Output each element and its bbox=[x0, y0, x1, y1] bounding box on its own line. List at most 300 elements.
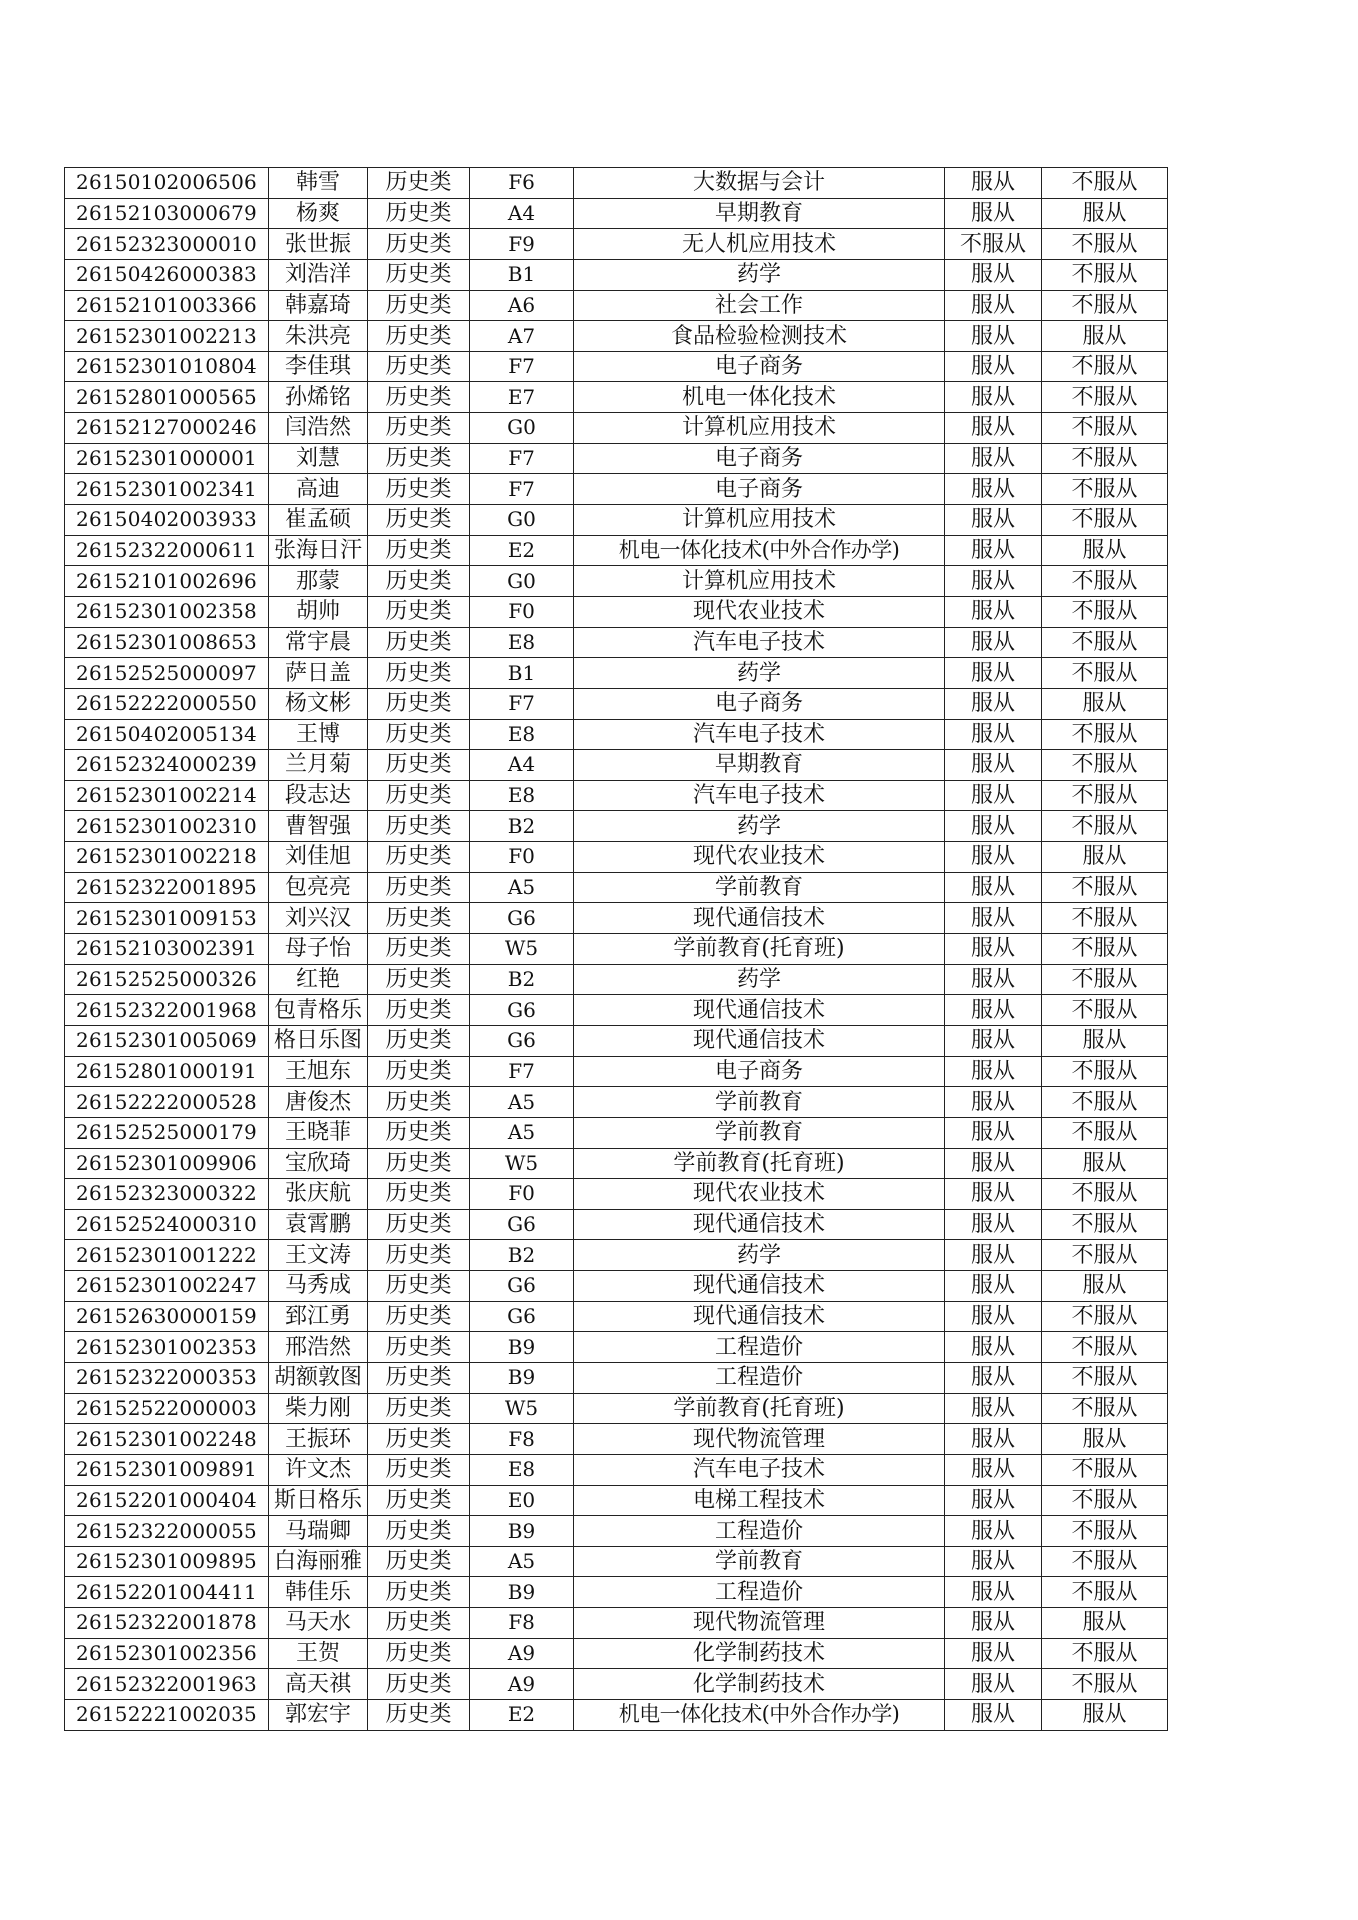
major-name-cell: 学前教育(托育班) bbox=[574, 1148, 945, 1179]
name-cell: 韩佳乐 bbox=[269, 1577, 368, 1608]
obey-school-cell: 不服从 bbox=[1042, 903, 1168, 934]
major-code-cell: B2 bbox=[470, 1240, 574, 1271]
category-cell: 历史类 bbox=[368, 290, 470, 321]
table-row bbox=[65, 566, 1168, 597]
table-row bbox=[65, 750, 1168, 781]
table-row bbox=[65, 229, 1168, 260]
obey-school-cell: 不服从 bbox=[1042, 1485, 1168, 1516]
obey-school-cell: 不服从 bbox=[1042, 750, 1168, 781]
table-row bbox=[65, 1271, 1168, 1302]
obey-school-cell: 不服从 bbox=[1042, 168, 1168, 199]
name-cell: 郭宏宇 bbox=[269, 1700, 368, 1731]
category-cell: 历史类 bbox=[368, 1700, 470, 1731]
category-cell: 历史类 bbox=[368, 443, 470, 474]
category-cell: 历史类 bbox=[368, 964, 470, 995]
exam-number-cell: 26150102006506 bbox=[65, 168, 269, 199]
table-row bbox=[65, 1700, 1168, 1731]
table-row bbox=[65, 1179, 1168, 1210]
name-cell: 母子怡 bbox=[269, 934, 368, 965]
major-name-cell: 现代通信技术 bbox=[574, 1301, 945, 1332]
obey-school-cell: 不服从 bbox=[1042, 413, 1168, 444]
obey-major-cell: 服从 bbox=[945, 1209, 1042, 1240]
obey-major-cell: 服从 bbox=[945, 1393, 1042, 1424]
category-cell: 历史类 bbox=[368, 1577, 470, 1608]
name-cell: 王旭东 bbox=[269, 1056, 368, 1087]
obey-school-cell: 不服从 bbox=[1042, 964, 1168, 995]
obey-school-cell: 不服从 bbox=[1042, 1454, 1168, 1485]
name-cell: 袁霄鹏 bbox=[269, 1209, 368, 1240]
name-cell: 那蒙 bbox=[269, 566, 368, 597]
table-row bbox=[65, 1454, 1168, 1485]
name-cell: 李佳琪 bbox=[269, 351, 368, 382]
table-row bbox=[65, 688, 1168, 719]
obey-school-cell: 不服从 bbox=[1042, 811, 1168, 842]
exam-number-cell: 26152301009906 bbox=[65, 1148, 269, 1179]
obey-major-cell: 服从 bbox=[945, 995, 1042, 1026]
table-row bbox=[65, 1209, 1168, 1240]
category-cell: 历史类 bbox=[368, 719, 470, 750]
name-cell: 胡帅 bbox=[269, 596, 368, 627]
major-name-cell: 现代农业技术 bbox=[574, 842, 945, 873]
table-row bbox=[65, 842, 1168, 873]
exam-number-cell: 26152103000679 bbox=[65, 198, 269, 229]
category-cell: 历史类 bbox=[368, 1179, 470, 1210]
table-row bbox=[65, 535, 1168, 566]
obey-school-cell: 不服从 bbox=[1042, 566, 1168, 597]
name-cell: 张海日汗 bbox=[269, 535, 368, 566]
table-row bbox=[65, 1485, 1168, 1516]
obey-school-cell: 不服从 bbox=[1042, 443, 1168, 474]
major-code-cell: B1 bbox=[470, 259, 574, 290]
exam-number-cell: 26152525000179 bbox=[65, 1117, 269, 1148]
category-cell: 历史类 bbox=[368, 1516, 470, 1547]
major-name-cell: 汽车电子技术 bbox=[574, 1454, 945, 1485]
obey-major-cell: 服从 bbox=[945, 596, 1042, 627]
table-row bbox=[65, 1056, 1168, 1087]
major-code-cell: B1 bbox=[470, 658, 574, 689]
major-name-cell: 电子商务 bbox=[574, 688, 945, 719]
major-code-cell: A9 bbox=[470, 1638, 574, 1669]
table-row bbox=[65, 780, 1168, 811]
category-cell: 历史类 bbox=[368, 903, 470, 934]
obey-major-cell: 服从 bbox=[945, 1056, 1042, 1087]
major-name-cell: 工程造价 bbox=[574, 1332, 945, 1363]
exam-number-cell: 26152127000246 bbox=[65, 413, 269, 444]
name-cell: 段志达 bbox=[269, 780, 368, 811]
obey-major-cell: 服从 bbox=[945, 382, 1042, 413]
name-cell: 萨日盖 bbox=[269, 658, 368, 689]
major-code-cell: F7 bbox=[470, 688, 574, 719]
name-cell: 许文杰 bbox=[269, 1454, 368, 1485]
major-code-cell: A4 bbox=[470, 750, 574, 781]
obey-school-cell: 服从 bbox=[1042, 535, 1168, 566]
category-cell: 历史类 bbox=[368, 658, 470, 689]
table-row bbox=[65, 1117, 1168, 1148]
major-code-cell: G0 bbox=[470, 505, 574, 536]
exam-number-cell: 26152301002310 bbox=[65, 811, 269, 842]
obey-school-cell: 不服从 bbox=[1042, 1179, 1168, 1210]
obey-major-cell: 服从 bbox=[945, 1117, 1042, 1148]
name-cell: 斯日格乐 bbox=[269, 1485, 368, 1516]
admission-table bbox=[64, 167, 1168, 1731]
major-name-cell: 药学 bbox=[574, 964, 945, 995]
major-name-cell: 机电一体化技术 bbox=[574, 382, 945, 413]
category-cell: 历史类 bbox=[368, 1485, 470, 1516]
major-code-cell: E8 bbox=[470, 780, 574, 811]
major-name-cell: 社会工作 bbox=[574, 290, 945, 321]
major-name-cell: 学前教育(托育班) bbox=[574, 1393, 945, 1424]
major-name-cell: 计算机应用技术 bbox=[574, 566, 945, 597]
name-cell: 高天祺 bbox=[269, 1669, 368, 1700]
category-cell: 历史类 bbox=[368, 1362, 470, 1393]
major-code-cell: A5 bbox=[470, 1087, 574, 1118]
name-cell: 马瑞卿 bbox=[269, 1516, 368, 1547]
major-name-cell: 学前教育 bbox=[574, 872, 945, 903]
obey-major-cell: 服从 bbox=[945, 627, 1042, 658]
category-cell: 历史类 bbox=[368, 566, 470, 597]
major-name-cell: 工程造价 bbox=[574, 1362, 945, 1393]
major-code-cell: F7 bbox=[470, 474, 574, 505]
obey-school-cell: 不服从 bbox=[1042, 596, 1168, 627]
name-cell: 王晓菲 bbox=[269, 1117, 368, 1148]
exam-number-cell: 26152322001878 bbox=[65, 1608, 269, 1639]
exam-number-cell: 26152301002356 bbox=[65, 1638, 269, 1669]
exam-number-cell: 26152301009895 bbox=[65, 1546, 269, 1577]
obey-major-cell: 服从 bbox=[945, 198, 1042, 229]
major-code-cell: G0 bbox=[470, 413, 574, 444]
category-cell: 历史类 bbox=[368, 1332, 470, 1363]
exam-number-cell: 26152323000010 bbox=[65, 229, 269, 260]
obey-major-cell: 服从 bbox=[945, 1608, 1042, 1639]
obey-major-cell: 服从 bbox=[945, 1087, 1042, 1118]
obey-school-cell: 不服从 bbox=[1042, 780, 1168, 811]
major-name-cell: 电子商务 bbox=[574, 1056, 945, 1087]
exam-number-cell: 26152301002248 bbox=[65, 1424, 269, 1455]
table-row bbox=[65, 1362, 1168, 1393]
name-cell: 刘兴汉 bbox=[269, 903, 368, 934]
major-name-cell: 药学 bbox=[574, 658, 945, 689]
category-cell: 历史类 bbox=[368, 413, 470, 444]
category-cell: 历史类 bbox=[368, 1669, 470, 1700]
name-cell: 常宇晨 bbox=[269, 627, 368, 658]
category-cell: 历史类 bbox=[368, 811, 470, 842]
obey-school-cell: 不服从 bbox=[1042, 1546, 1168, 1577]
obey-major-cell: 服从 bbox=[945, 1240, 1042, 1271]
name-cell: 曹智强 bbox=[269, 811, 368, 842]
major-code-cell: F0 bbox=[470, 842, 574, 873]
name-cell: 刘慧 bbox=[269, 443, 368, 474]
major-name-cell: 汽车电子技术 bbox=[574, 627, 945, 658]
obey-school-cell: 不服从 bbox=[1042, 995, 1168, 1026]
category-cell: 历史类 bbox=[368, 1454, 470, 1485]
exam-number-cell: 26152322001968 bbox=[65, 995, 269, 1026]
obey-major-cell: 服从 bbox=[945, 1485, 1042, 1516]
major-name-cell: 学前教育 bbox=[574, 1087, 945, 1118]
major-code-cell: F7 bbox=[470, 351, 574, 382]
name-cell: 红艳 bbox=[269, 964, 368, 995]
major-name-cell: 学前教育 bbox=[574, 1117, 945, 1148]
major-name-cell: 汽车电子技术 bbox=[574, 719, 945, 750]
table-row bbox=[65, 259, 1168, 290]
name-cell: 杨爽 bbox=[269, 198, 368, 229]
category-cell: 历史类 bbox=[368, 1424, 470, 1455]
category-cell: 历史类 bbox=[368, 1546, 470, 1577]
exam-number-cell: 26152201004411 bbox=[65, 1577, 269, 1608]
major-code-cell: B9 bbox=[470, 1577, 574, 1608]
exam-number-cell: 26150402005134 bbox=[65, 719, 269, 750]
table-row bbox=[65, 351, 1168, 382]
exam-number-cell: 26152301002341 bbox=[65, 474, 269, 505]
major-code-cell: W5 bbox=[470, 1148, 574, 1179]
obey-school-cell: 不服从 bbox=[1042, 1240, 1168, 1271]
category-cell: 历史类 bbox=[368, 474, 470, 505]
exam-number-cell: 26152322000353 bbox=[65, 1362, 269, 1393]
category-cell: 历史类 bbox=[368, 1056, 470, 1087]
exam-number-cell: 26152222000528 bbox=[65, 1087, 269, 1118]
category-cell: 历史类 bbox=[368, 934, 470, 965]
obey-school-cell: 不服从 bbox=[1042, 1669, 1168, 1700]
major-code-cell: E0 bbox=[470, 1485, 574, 1516]
exam-number-cell: 26152322000611 bbox=[65, 535, 269, 566]
name-cell: 胡额敦图 bbox=[269, 1362, 368, 1393]
table-row bbox=[65, 1087, 1168, 1118]
category-cell: 历史类 bbox=[368, 321, 470, 352]
name-cell: 宝欣琦 bbox=[269, 1148, 368, 1179]
table-row bbox=[65, 1301, 1168, 1332]
obey-school-cell: 不服从 bbox=[1042, 382, 1168, 413]
category-cell: 历史类 bbox=[368, 229, 470, 260]
major-code-cell: A9 bbox=[470, 1669, 574, 1700]
table-row bbox=[65, 964, 1168, 995]
table-row bbox=[65, 321, 1168, 352]
obey-school-cell: 不服从 bbox=[1042, 719, 1168, 750]
major-name-cell: 药学 bbox=[574, 1240, 945, 1271]
table-row bbox=[65, 1148, 1168, 1179]
obey-school-cell: 不服从 bbox=[1042, 1577, 1168, 1608]
major-code-cell: E2 bbox=[470, 1700, 574, 1731]
name-cell: 韩嘉琦 bbox=[269, 290, 368, 321]
name-cell: 高迪 bbox=[269, 474, 368, 505]
exam-number-cell: 26152525000097 bbox=[65, 658, 269, 689]
table-row bbox=[65, 505, 1168, 536]
exam-number-cell: 26152221002035 bbox=[65, 1700, 269, 1731]
category-cell: 历史类 bbox=[368, 1025, 470, 1056]
major-code-cell: A7 bbox=[470, 321, 574, 352]
name-cell: 邢浩然 bbox=[269, 1332, 368, 1363]
major-code-cell: G6 bbox=[470, 1025, 574, 1056]
category-cell: 历史类 bbox=[368, 1117, 470, 1148]
table-row bbox=[65, 811, 1168, 842]
obey-school-cell: 不服从 bbox=[1042, 1209, 1168, 1240]
obey-school-cell: 不服从 bbox=[1042, 934, 1168, 965]
obey-school-cell: 服从 bbox=[1042, 1424, 1168, 1455]
name-cell: 朱洪亮 bbox=[269, 321, 368, 352]
major-name-cell: 药学 bbox=[574, 259, 945, 290]
major-code-cell: F8 bbox=[470, 1424, 574, 1455]
name-cell: 柴力刚 bbox=[269, 1393, 368, 1424]
exam-number-cell: 26152301002213 bbox=[65, 321, 269, 352]
major-code-cell: W5 bbox=[470, 1393, 574, 1424]
table-row bbox=[65, 934, 1168, 965]
major-code-cell: B9 bbox=[470, 1516, 574, 1547]
obey-major-cell: 服从 bbox=[945, 1700, 1042, 1731]
obey-school-cell: 服从 bbox=[1042, 321, 1168, 352]
table-row bbox=[65, 1424, 1168, 1455]
obey-school-cell: 服从 bbox=[1042, 842, 1168, 873]
major-code-cell: G6 bbox=[470, 1271, 574, 1302]
obey-major-cell: 服从 bbox=[945, 1332, 1042, 1363]
name-cell: 格日乐图 bbox=[269, 1025, 368, 1056]
exam-number-cell: 26152301000001 bbox=[65, 443, 269, 474]
obey-school-cell: 不服从 bbox=[1042, 1638, 1168, 1669]
major-name-cell: 电子商务 bbox=[574, 474, 945, 505]
major-name-cell: 汽车电子技术 bbox=[574, 780, 945, 811]
category-cell: 历史类 bbox=[368, 1087, 470, 1118]
major-code-cell: A5 bbox=[470, 872, 574, 903]
exam-number-cell: 26152301002247 bbox=[65, 1271, 269, 1302]
major-name-cell: 工程造价 bbox=[574, 1577, 945, 1608]
name-cell: 郅江勇 bbox=[269, 1301, 368, 1332]
exam-number-cell: 26152522000003 bbox=[65, 1393, 269, 1424]
exam-number-cell: 26152301002214 bbox=[65, 780, 269, 811]
major-code-cell: A4 bbox=[470, 198, 574, 229]
category-cell: 历史类 bbox=[368, 1148, 470, 1179]
exam-number-cell: 26152524000310 bbox=[65, 1209, 269, 1240]
name-cell: 刘浩洋 bbox=[269, 259, 368, 290]
obey-major-cell: 服从 bbox=[945, 872, 1042, 903]
exam-number-cell: 26152301002218 bbox=[65, 842, 269, 873]
obey-major-cell: 服从 bbox=[945, 903, 1042, 934]
obey-major-cell: 不服从 bbox=[945, 229, 1042, 260]
obey-major-cell: 服从 bbox=[945, 168, 1042, 199]
exam-number-cell: 26152322001895 bbox=[65, 872, 269, 903]
category-cell: 历史类 bbox=[368, 750, 470, 781]
table-row bbox=[65, 198, 1168, 229]
category-cell: 历史类 bbox=[368, 1240, 470, 1271]
exam-number-cell: 26150402003933 bbox=[65, 505, 269, 536]
major-name-cell: 现代通信技术 bbox=[574, 1025, 945, 1056]
major-name-cell: 化学制药技术 bbox=[574, 1669, 945, 1700]
exam-number-cell: 26152801000565 bbox=[65, 382, 269, 413]
obey-major-cell: 服从 bbox=[945, 658, 1042, 689]
category-cell: 历史类 bbox=[368, 168, 470, 199]
major-name-cell: 现代通信技术 bbox=[574, 1209, 945, 1240]
major-code-cell: E7 bbox=[470, 382, 574, 413]
table-row bbox=[65, 1240, 1168, 1271]
obey-major-cell: 服从 bbox=[945, 780, 1042, 811]
obey-major-cell: 服从 bbox=[945, 964, 1042, 995]
obey-major-cell: 服从 bbox=[945, 842, 1042, 873]
obey-school-cell: 不服从 bbox=[1042, 259, 1168, 290]
category-cell: 历史类 bbox=[368, 872, 470, 903]
table-row bbox=[65, 903, 1168, 934]
obey-major-cell: 服从 bbox=[945, 1148, 1042, 1179]
obey-school-cell: 不服从 bbox=[1042, 1117, 1168, 1148]
table-body bbox=[65, 168, 1168, 1731]
name-cell: 刘佳旭 bbox=[269, 842, 368, 873]
exam-number-cell: 26150426000383 bbox=[65, 259, 269, 290]
name-cell: 马秀成 bbox=[269, 1271, 368, 1302]
obey-major-cell: 服从 bbox=[945, 321, 1042, 352]
exam-number-cell: 26152201000404 bbox=[65, 1485, 269, 1516]
obey-major-cell: 服从 bbox=[945, 1424, 1042, 1455]
major-name-cell: 现代物流管理 bbox=[574, 1608, 945, 1639]
obey-school-cell: 服从 bbox=[1042, 1148, 1168, 1179]
major-name-cell: 早期教育 bbox=[574, 750, 945, 781]
obey-major-cell: 服从 bbox=[945, 443, 1042, 474]
major-code-cell: B9 bbox=[470, 1362, 574, 1393]
major-name-cell: 大数据与会计 bbox=[574, 168, 945, 199]
category-cell: 历史类 bbox=[368, 1301, 470, 1332]
major-code-cell: A6 bbox=[470, 290, 574, 321]
category-cell: 历史类 bbox=[368, 1271, 470, 1302]
category-cell: 历史类 bbox=[368, 688, 470, 719]
obey-major-cell: 服从 bbox=[945, 290, 1042, 321]
obey-school-cell: 服从 bbox=[1042, 688, 1168, 719]
table-row bbox=[65, 596, 1168, 627]
obey-school-cell: 不服从 bbox=[1042, 229, 1168, 260]
table-row bbox=[65, 413, 1168, 444]
major-code-cell: G6 bbox=[470, 1301, 574, 1332]
obey-major-cell: 服从 bbox=[945, 535, 1042, 566]
obey-school-cell: 不服从 bbox=[1042, 872, 1168, 903]
obey-school-cell: 不服从 bbox=[1042, 474, 1168, 505]
category-cell: 历史类 bbox=[368, 351, 470, 382]
obey-major-cell: 服从 bbox=[945, 750, 1042, 781]
exam-number-cell: 26152301005069 bbox=[65, 1025, 269, 1056]
category-cell: 历史类 bbox=[368, 259, 470, 290]
category-cell: 历史类 bbox=[368, 1638, 470, 1669]
name-cell: 杨文彬 bbox=[269, 688, 368, 719]
category-cell: 历史类 bbox=[368, 505, 470, 536]
major-name-cell: 现代农业技术 bbox=[574, 1179, 945, 1210]
exam-number-cell: 26152301008653 bbox=[65, 627, 269, 658]
obey-major-cell: 服从 bbox=[945, 1454, 1042, 1485]
table-row bbox=[65, 1025, 1168, 1056]
obey-major-cell: 服从 bbox=[945, 505, 1042, 536]
table-row bbox=[65, 1577, 1168, 1608]
name-cell: 王博 bbox=[269, 719, 368, 750]
name-cell: 王文涛 bbox=[269, 1240, 368, 1271]
major-code-cell: E2 bbox=[470, 535, 574, 566]
major-code-cell: A5 bbox=[470, 1546, 574, 1577]
name-cell: 马天水 bbox=[269, 1608, 368, 1639]
obey-school-cell: 服从 bbox=[1042, 198, 1168, 229]
table-row bbox=[65, 995, 1168, 1026]
obey-major-cell: 服从 bbox=[945, 1638, 1042, 1669]
obey-school-cell: 不服从 bbox=[1042, 627, 1168, 658]
obey-school-cell: 不服从 bbox=[1042, 658, 1168, 689]
major-name-cell: 学前教育(托育班) bbox=[574, 934, 945, 965]
major-name-cell: 现代通信技术 bbox=[574, 1271, 945, 1302]
table-row bbox=[65, 1638, 1168, 1669]
table-row bbox=[65, 1393, 1168, 1424]
obey-school-cell: 服从 bbox=[1042, 1025, 1168, 1056]
major-code-cell: F7 bbox=[470, 1056, 574, 1087]
major-name-cell: 化学制药技术 bbox=[574, 1638, 945, 1669]
obey-school-cell: 不服从 bbox=[1042, 1393, 1168, 1424]
table-row bbox=[65, 168, 1168, 199]
major-name-cell: 电梯工程技术 bbox=[574, 1485, 945, 1516]
category-cell: 历史类 bbox=[368, 535, 470, 566]
obey-major-cell: 服从 bbox=[945, 259, 1042, 290]
name-cell: 韩雪 bbox=[269, 168, 368, 199]
name-cell: 张庆航 bbox=[269, 1179, 368, 1210]
exam-number-cell: 26152301010804 bbox=[65, 351, 269, 382]
exam-number-cell: 26152301002353 bbox=[65, 1332, 269, 1363]
category-cell: 历史类 bbox=[368, 198, 470, 229]
table-row bbox=[65, 1669, 1168, 1700]
